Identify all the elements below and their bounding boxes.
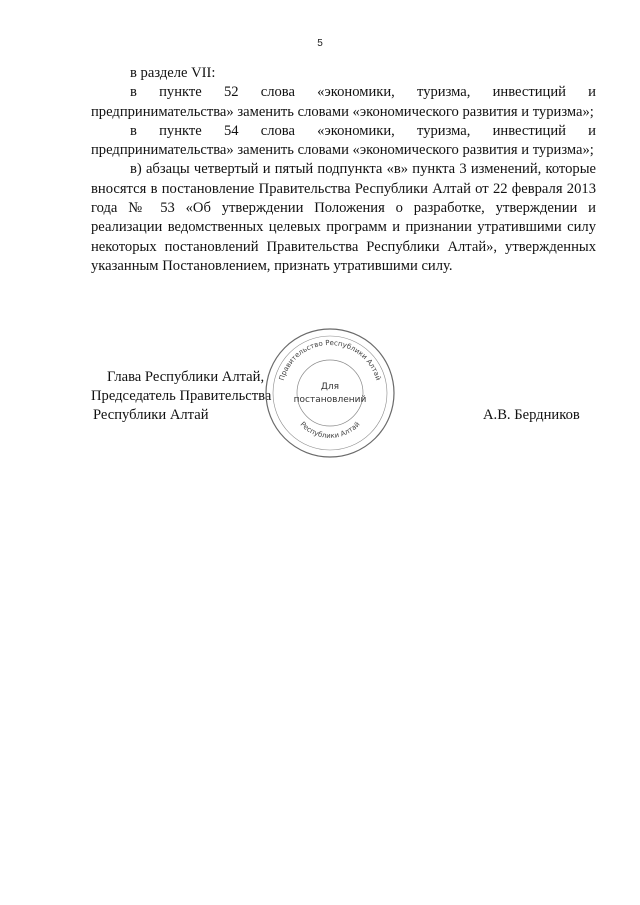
paragraph-section-heading: в разделе VII: xyxy=(130,65,216,81)
paragraph-item-52: в пункте 52 слова «экономики, туризма, инвестиций и предпринимательства» заменить словами «экономического развития и туризма»; xyxy=(91,84,596,120)
seal-ring-text-top: Правительство Республики Алтай xyxy=(277,338,383,382)
official-seal-stamp xyxy=(263,326,397,460)
seal-center-text-2: постановлений xyxy=(293,395,367,405)
paragraph-subitem-v: в) абзацы четвертый и пятый подпункта «в» пункта 3 изменений, которые вносятся в постановление Правительства Республики Алтай от 22 февраля 2013 года № 53 «Об утверждении Положения о разработке, утверждении и реализации ведомственных целевых программ и признании утратившими силу некоторых постановлений Правительства Республики Алтай», утвержденных указанным Постановлением, признать утратившими силу. xyxy=(91,161,596,274)
signatory-title-line-2: Председатель Правительства xyxy=(91,388,272,404)
seal-graphic xyxy=(263,326,397,460)
page-number: 5 xyxy=(317,38,323,49)
paragraph-item-54: в пункте 54 слова «экономики, туризма, инвестиций и предпринимательства» заменить словами «экономического развития и туризма»; xyxy=(91,122,596,159)
signatory-title-line-3: Республики Алтай xyxy=(93,407,209,423)
document-body xyxy=(91,64,596,276)
seal-center-text-1: Для xyxy=(320,382,340,392)
seal-ring-text-bottom: Республики Алтай xyxy=(298,420,362,441)
signatory-name: А.В. Бердников xyxy=(483,407,580,423)
signatory-title-line-1: Глава Республики Алтай, xyxy=(107,369,265,385)
seal-inner-ring xyxy=(297,360,363,426)
